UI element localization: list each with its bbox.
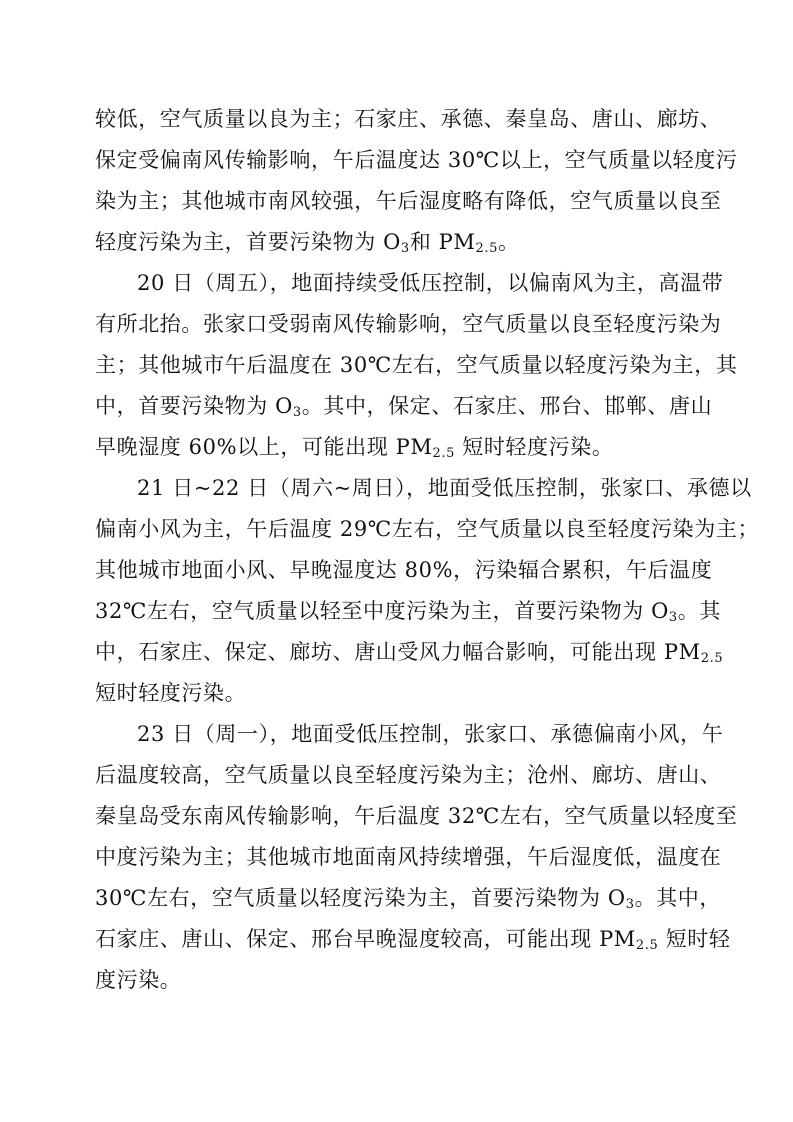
text-line: 其他城市地面小风、早晚湿度达 80%，污染辐合累积，午后温度	[95, 558, 713, 582]
text-line: 后温度较高，空气质量以良至轻度污染为主；沧州、廊坊、唐山、	[95, 763, 722, 787]
text-line: 32℃左右，空气质量以轻至中度污染为主，首要污染物为 $O_3$。其	[95, 599, 721, 625]
text-line: 有所北抬。张家口受弱南风传输影响，空气质量以良至轻度污染为	[95, 312, 722, 336]
text-line: 偏南小风为主，午后温度 29℃左右，空气质量以良至轻度污染为主；	[95, 517, 760, 541]
text-line: 21 日~22 日（周六~周日），地面受低压控制，张家口、承德以	[137, 476, 752, 500]
text-line: 23 日（周一），地面受低压控制，张家口、承德偏南小风，午	[137, 722, 724, 746]
text-line: 中，石家庄、保定、廊坊、唐山受风力幅合影响，可能出现 $PM_{2.5}$	[95, 640, 724, 666]
text-line: 度污染。	[95, 968, 182, 992]
text-line: 主；其他城市午后温度在 30℃左右，空气质量以轻度污染为主，其	[95, 353, 738, 377]
text-line: 中度污染为主；其他城市地面南风持续增强，午后湿度低，温度在	[95, 845, 722, 869]
text-line: 30℃左右，空气质量以轻度污染为主，首要污染物为 $O_3$。其中，	[95, 886, 721, 912]
text-line: 石家庄、唐山、保定、邢台早晚湿度较高，可能出现 $PM_{2.5}$ 短时轻	[95, 927, 731, 953]
text-line: 早晚湿度 60%以上，可能出现 $PM_{2.5}$ 短时轻度污染。	[95, 435, 614, 461]
text-line: 较低，空气质量以良为主；石家庄、承德、秦皇岛、唐山、廊坊、	[95, 107, 722, 131]
text-line: 染为主；其他城市南风较强，午后湿度略有降低，空气质量以良至	[95, 189, 722, 213]
text-line: 秦皇岛受东南风传输影响，午后温度 32℃左右，空气质量以轻度至	[95, 804, 738, 828]
text-line: 中，首要污染物为 $O_3$。其中，保定、石家庄、邢台、邯郸、唐山	[95, 394, 713, 420]
text-line: 保定受偏南风传输影响，午后温度达 30℃以上，空气质量以轻度污	[95, 148, 738, 172]
text-line: 短时轻度污染。	[95, 681, 247, 705]
text-line: 轻度污染为主，首要污染物为 $O_3$和 $PM_{2.5}$。	[95, 230, 520, 256]
text-line: 20 日（周五），地面持续受低压控制，以偏南风为主，高温带	[137, 271, 724, 295]
